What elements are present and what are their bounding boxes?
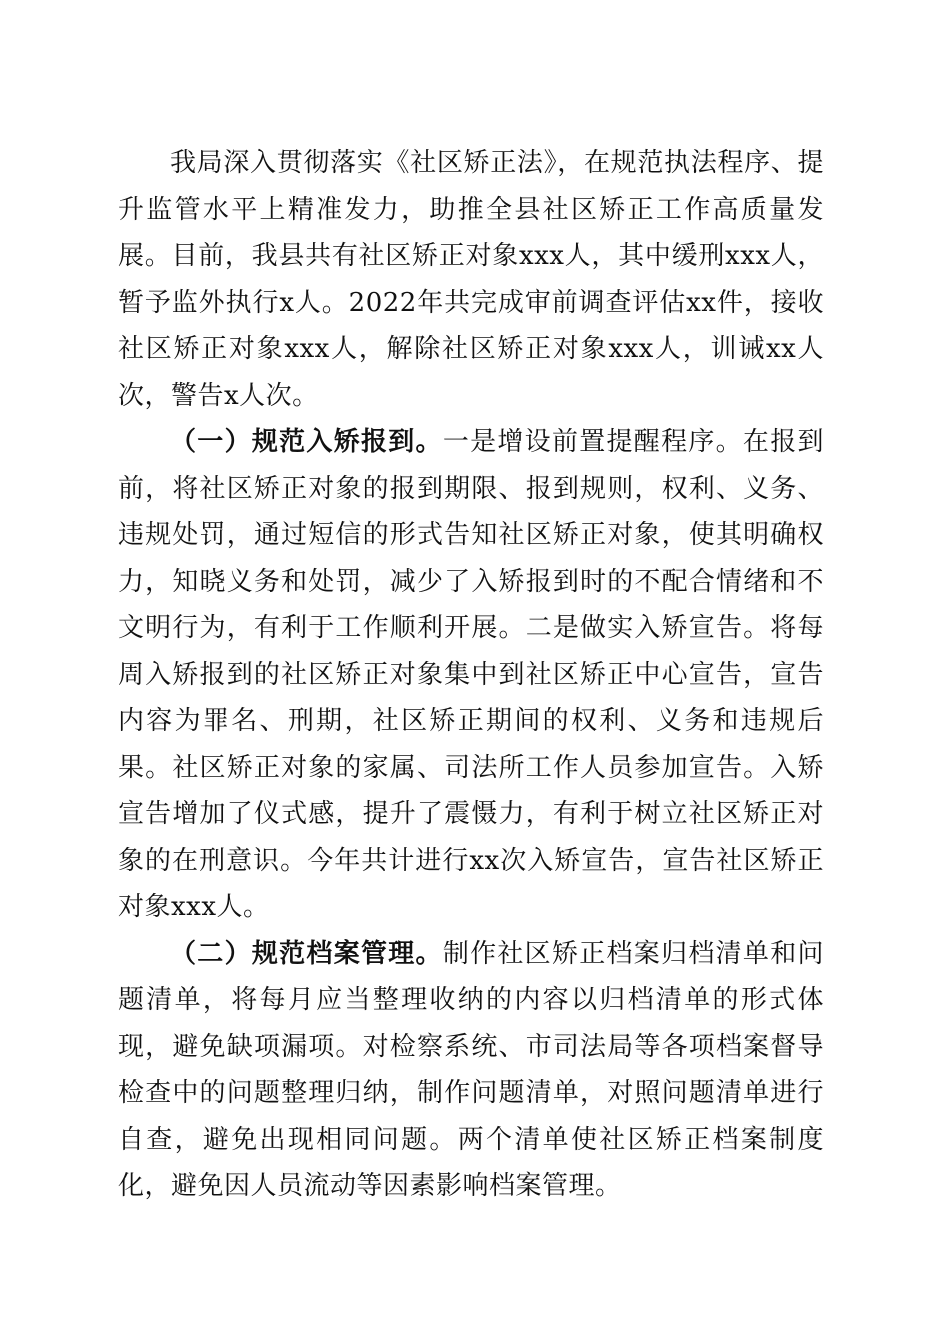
paragraph-intro-text: 我局深入贯彻落实《社区矫正法》，在规范执法程序、提升监管水平上精准发力，助推全县社区矫正工作高质量发展。目前，我县共有社区矫正对象xxx人，其中缓刑xxx人，暂予监外执行x人。2022年共完成审前调查评估xx件，接收社区矫正对象xxx人，解除社区矫正对象xxx人，训诫xx人次，警告x人次。 xyxy=(118,148,824,411)
section-2-text: 制作社区矫正档案归档清单和问题清单，将每月应当整理收纳的内容以归档清单的形式体现，避免缺项漏项。对检察系统、市司法局等各项档案督导检查中的问题整理归纳，制作问题清单，对照问题清单进行自查，避免出现相同问题。两个清单使社区矫正档案制度化，避免因人员流动等因素影响档案管理。 xyxy=(118,938,824,1201)
paragraph-intro xyxy=(118,140,824,419)
document-body xyxy=(118,140,824,1210)
section-1-heading: （一）规范入矫报到。 xyxy=(170,427,443,457)
section-2-heading: （二）规范档案管理。 xyxy=(170,938,443,969)
section-1-text: 一是增设前置提醒程序。在报到前，将社区矫正对象的报到期限、报到规则，权利、义务、违规处罚，通过短信的形式告知社区矫正对象，使其明确权力，知晓义务和处罚，减少了入矫报到时的不配合情绪和不文明行为，有利于工作顺利开展。二是做实入矫宣告。将每周入矫报到的社区矫正对象集中到社区矫正中心宣告，宣告内容为罪名、刑期，社区矫正期间的权利、义务和违规后果。社区矫正对象的家属、司法所工作人员参加宣告。入矫宣告增加了仪式感，提升了震慑力，有利于树立社区矫正对象的在刑意识。今年共计进行xx次入矫宣告，宣告社区矫正对象xxx人。 xyxy=(118,427,824,922)
paragraph-section-2 xyxy=(118,931,824,1210)
paragraph-section-1 xyxy=(118,419,824,931)
